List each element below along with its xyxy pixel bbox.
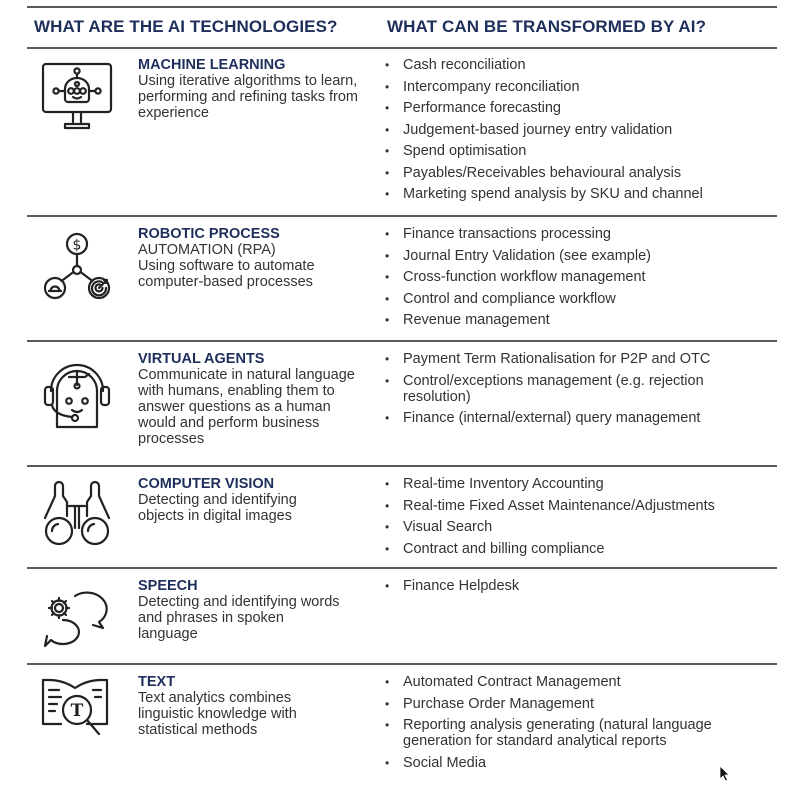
tech-description: Using software to automate computer-based processes — [138, 258, 315, 290]
tech-subtitle: AUTOMATION (RPA) — [138, 242, 276, 258]
list-item: • Cash reconciliation — [384, 57, 774, 73]
tech-title: TEXT — [138, 674, 176, 690]
list-item: • Visual Search — [384, 519, 774, 535]
tech-description: Detecting and identifying words and phrases in spoken language — [138, 594, 340, 642]
tech-description-block — [138, 578, 378, 642]
list-item: • Purchase Order Management — [384, 696, 734, 712]
svg-text:$: $ — [72, 237, 82, 254]
list-item: • Marketing spend analysis by SKU and channel — [384, 186, 774, 202]
svg-text:T: T — [70, 701, 84, 721]
list-item: • Control/exceptions management (e.g. rejection resolution) — [384, 373, 744, 405]
transform-list — [384, 57, 774, 208]
list-item: • Journal Entry Validation (see example) — [384, 248, 774, 264]
list-item: • Reporting analysis generating (natural language generation for standard analytical reports — [384, 717, 734, 749]
mouse-cursor-icon — [719, 765, 731, 783]
row-divider — [27, 663, 777, 665]
binoculars-icon — [35, 476, 119, 560]
robot-monitor-icon — [35, 59, 119, 143]
transform-list — [384, 226, 774, 334]
transform-list — [384, 476, 774, 562]
list-item: • Finance Helpdesk — [384, 578, 774, 594]
list-item: • Judgement-based journey entry validation — [384, 122, 774, 138]
list-item: • Finance (internal/external) query management — [384, 410, 744, 426]
book-magnifier-icon — [35, 672, 119, 756]
tech-title: COMPUTER VISION — [138, 476, 275, 492]
list-item: • Performance forecasting — [384, 100, 774, 116]
tech-description: Text analytics combines linguistic knowledge with statistical methods — [138, 690, 297, 738]
tech-description-block — [138, 226, 378, 290]
process-network-icon — [35, 230, 119, 314]
top-rule — [27, 6, 777, 8]
header-rule — [27, 47, 777, 49]
headset-agent-icon — [35, 355, 119, 439]
speech-bubbles-gear-icon — [35, 578, 119, 662]
row-divider — [27, 215, 777, 217]
header-technologies: WHAT ARE THE AI TECHNOLOGIES? — [34, 17, 338, 36]
tech-title: SPEECH — [138, 578, 198, 594]
header-transformed: WHAT CAN BE TRANSFORMED BY AI? — [387, 17, 707, 36]
list-item: • Social Media — [384, 755, 734, 771]
list-item: • Contract and billing compliance — [384, 541, 774, 557]
list-item: • Control and compliance workflow — [384, 291, 774, 307]
list-item: • Revenue management — [384, 312, 774, 328]
tech-description-block — [138, 476, 378, 524]
transform-list — [384, 674, 734, 776]
row-divider — [27, 567, 777, 569]
tech-description: Using iterative algorithms to learn, performing and refining tasks from experience — [138, 73, 359, 121]
tech-description: Detecting and identifying objects in digital images — [138, 492, 297, 524]
list-item: • Real-time Fixed Asset Maintenance/Adjustments — [384, 498, 774, 514]
tech-description-block — [138, 351, 378, 447]
row-divider — [27, 340, 777, 342]
list-item: • Finance transactions processing — [384, 226, 774, 242]
transform-list — [384, 351, 744, 432]
list-item: • Real-time Inventory Accounting — [384, 476, 774, 492]
list-item: • Cross-function workflow management — [384, 269, 774, 285]
tech-description-block — [138, 674, 378, 738]
tech-title: VIRTUAL AGENTS — [138, 351, 265, 367]
list-item: • Spend optimisation — [384, 143, 774, 159]
row-divider — [27, 465, 777, 467]
tech-title: MACHINE LEARNING — [138, 57, 286, 73]
list-item: • Payment Term Rationalisation for P2P and OTC — [384, 351, 744, 367]
tech-description-block — [138, 57, 378, 121]
list-item: • Payables/Receivables behavioural analysis — [384, 165, 774, 181]
list-item: • Automated Contract Management — [384, 674, 734, 690]
transform-list — [384, 578, 774, 600]
list-item: • Intercompany reconciliation — [384, 79, 774, 95]
tech-title: ROBOTIC PROCESS — [138, 226, 280, 242]
tech-description: Communicate in natural language with humans, enabling them to answer questions as a human would and perform business processes — [138, 367, 355, 447]
